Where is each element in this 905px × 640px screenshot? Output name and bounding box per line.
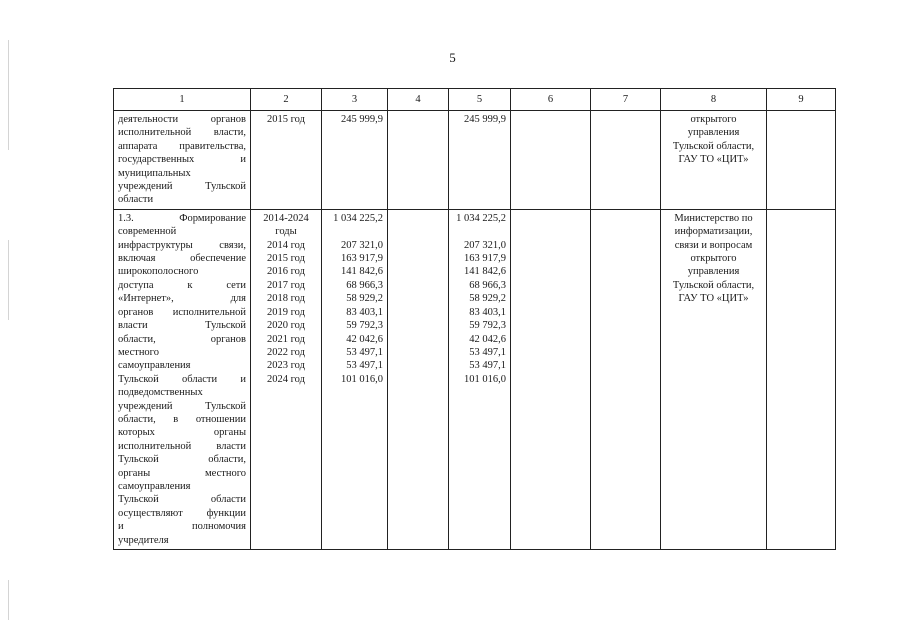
- cell-line: исполнительной власти: [118, 440, 246, 452]
- cell-line: области, органов: [118, 333, 246, 345]
- cell-line: 1.3. Формирование: [118, 212, 246, 224]
- data-table: [113, 88, 836, 550]
- page-number: 5: [449, 50, 456, 65]
- cell-line: подведомственных: [118, 387, 203, 399]
- cell-line: учредителя: [118, 534, 169, 546]
- cell-line: Тульской области,: [672, 140, 755, 152]
- cell-line: 2019 год: [267, 306, 305, 318]
- column-header: 2: [251, 89, 322, 111]
- cell-line: годы: [275, 226, 297, 238]
- cell-line: 207 321,0: [464, 239, 506, 251]
- table-cell-col-3: [322, 209, 388, 549]
- table-cell-col-4: [388, 209, 449, 549]
- table-cell-col-9: [767, 209, 836, 549]
- cell-line: 83 403,1: [469, 306, 506, 318]
- cell-line: 2023 год: [267, 360, 305, 372]
- cell-line: Тульской области,: [118, 454, 246, 466]
- cell-line: 1 034 225,2: [456, 212, 506, 224]
- table-cell-col-8: [661, 111, 767, 210]
- cell-line: самоуправления: [118, 360, 191, 372]
- cell-line: 2014 год: [267, 239, 305, 251]
- cell-line: 2021 год: [267, 333, 305, 345]
- table-cell-col-5: [449, 209, 511, 549]
- cell-line: открытого: [690, 114, 737, 125]
- cell-line: «Интернет», для: [118, 293, 246, 305]
- table-header-row: [114, 89, 836, 111]
- table-cell-col-9: [767, 111, 836, 210]
- cell-line: 2024 год: [267, 373, 305, 385]
- cell-line: 42 042,6: [346, 333, 383, 345]
- cell-line: осуществляют функции: [118, 507, 246, 519]
- cell-line: органов исполнительной: [118, 306, 246, 318]
- cell-line: 42 042,6: [469, 333, 506, 345]
- cell-line: и полномочия: [118, 521, 246, 533]
- cell-line: 58 929,2: [469, 293, 506, 305]
- table-cell-col-7: [591, 111, 661, 210]
- cell-line: 2020 год: [267, 320, 305, 332]
- cell-line: 2017 год: [267, 279, 305, 291]
- column-header: 6: [511, 89, 591, 111]
- cell-line: области, в отношении: [118, 413, 246, 425]
- cell-line: управления: [687, 266, 740, 278]
- cell-line: 101 016,0: [341, 373, 383, 385]
- cell-line: 2014-2024: [263, 212, 309, 224]
- cell-line: 2022 год: [267, 346, 305, 358]
- cell-line: 53 497,1: [469, 346, 506, 358]
- cell-line: 207 321,0: [341, 239, 383, 251]
- cell-line: Тульской области и: [118, 373, 246, 385]
- table-cell-col-5: [449, 111, 511, 210]
- table-row: [114, 209, 836, 549]
- cell-line: современной: [118, 226, 177, 238]
- cell-line: 245 999,9: [341, 114, 383, 125]
- cell-line: 2015 год: [267, 253, 305, 265]
- scan-edge-mark: [8, 580, 9, 620]
- cell-line: ГАУ ТО «ЦИТ»: [678, 293, 749, 305]
- column-header: 7: [591, 89, 661, 111]
- cell-line: 1 034 225,2: [333, 212, 383, 224]
- cell-line: информатизации,: [674, 226, 753, 238]
- cell-line: управления: [687, 127, 740, 139]
- column-header: 4: [388, 89, 449, 111]
- cell-line: местного: [118, 346, 159, 358]
- column-header: 8: [661, 89, 767, 111]
- cell-line: 2016 год: [267, 266, 305, 278]
- cell-line: включая обеспечение: [118, 253, 246, 265]
- cell-line: исполнительной власти,: [118, 127, 246, 139]
- scan-edge-mark: [8, 240, 9, 320]
- cell-line: области: [118, 194, 154, 206]
- column-header: 9: [767, 89, 836, 111]
- table-cell-col-4: [388, 111, 449, 210]
- cell-line: Тульской области,: [672, 279, 755, 291]
- cell-line: 58 929,2: [346, 293, 383, 305]
- cell-line: учреждений Тульской: [118, 181, 246, 193]
- cell-line: 141 842,6: [341, 266, 383, 278]
- cell-line: Тульской области: [118, 494, 246, 506]
- table-cell-col-8: [661, 209, 767, 549]
- column-header: 3: [322, 89, 388, 111]
- cell-line: широкополосного: [118, 266, 199, 278]
- cell-line: Министерство по: [674, 212, 753, 224]
- table-cell-col-2: [251, 111, 322, 210]
- cell-line: 68 966,3: [346, 279, 383, 291]
- cell-line: органы местного: [118, 467, 246, 479]
- cell-line: ГАУ ТО «ЦИТ»: [678, 154, 749, 166]
- cell-line: 59 792,3: [346, 320, 383, 332]
- cell-line: [326, 225, 383, 238]
- table-cell-col-1: [114, 209, 251, 549]
- cell-line: учреждений Тульской: [118, 400, 246, 412]
- cell-line: 163 917,9: [464, 253, 506, 265]
- cell-line: 53 497,1: [469, 360, 506, 372]
- cell-line: 53 497,1: [346, 360, 383, 372]
- cell-line: которых органы: [118, 427, 246, 439]
- cell-line: 163 917,9: [341, 253, 383, 265]
- table-cell-col-3: [322, 111, 388, 210]
- cell-line: 2015 год: [267, 114, 305, 125]
- table-cell-col-2: [251, 209, 322, 549]
- cell-line: самоуправления: [118, 480, 191, 492]
- cell-line: 2018 год: [267, 293, 305, 305]
- column-header: 5: [449, 89, 511, 111]
- cell-line: деятельности органов: [118, 114, 246, 125]
- cell-line: 101 016,0: [464, 373, 506, 385]
- cell-line: инфраструктуры связи,: [118, 239, 246, 251]
- cell-line: 141 842,6: [464, 266, 506, 278]
- cell-line: 68 966,3: [469, 279, 506, 291]
- table-cell-col-6: [511, 111, 591, 210]
- table-row: [114, 111, 836, 210]
- table-cell-col-1: [114, 111, 251, 210]
- table-cell-col-7: [591, 209, 661, 549]
- cell-line: связи и вопросам: [674, 239, 753, 251]
- cell-line: аппарата правительства,: [118, 140, 246, 152]
- cell-line: муниципальных: [118, 167, 191, 179]
- cell-line: государственных и: [118, 154, 246, 166]
- cell-line: доступа к сети: [118, 279, 246, 291]
- column-header: 1: [114, 89, 251, 111]
- table-cell-col-6: [511, 209, 591, 549]
- cell-line: открытого: [690, 253, 737, 265]
- cell-line: 83 403,1: [346, 306, 383, 318]
- cell-line: 59 792,3: [469, 320, 506, 332]
- cell-line: 245 999,9: [464, 114, 506, 125]
- cell-line: власти Тульской: [118, 320, 246, 332]
- cell-line: 53 497,1: [346, 346, 383, 358]
- cell-line: [453, 225, 506, 238]
